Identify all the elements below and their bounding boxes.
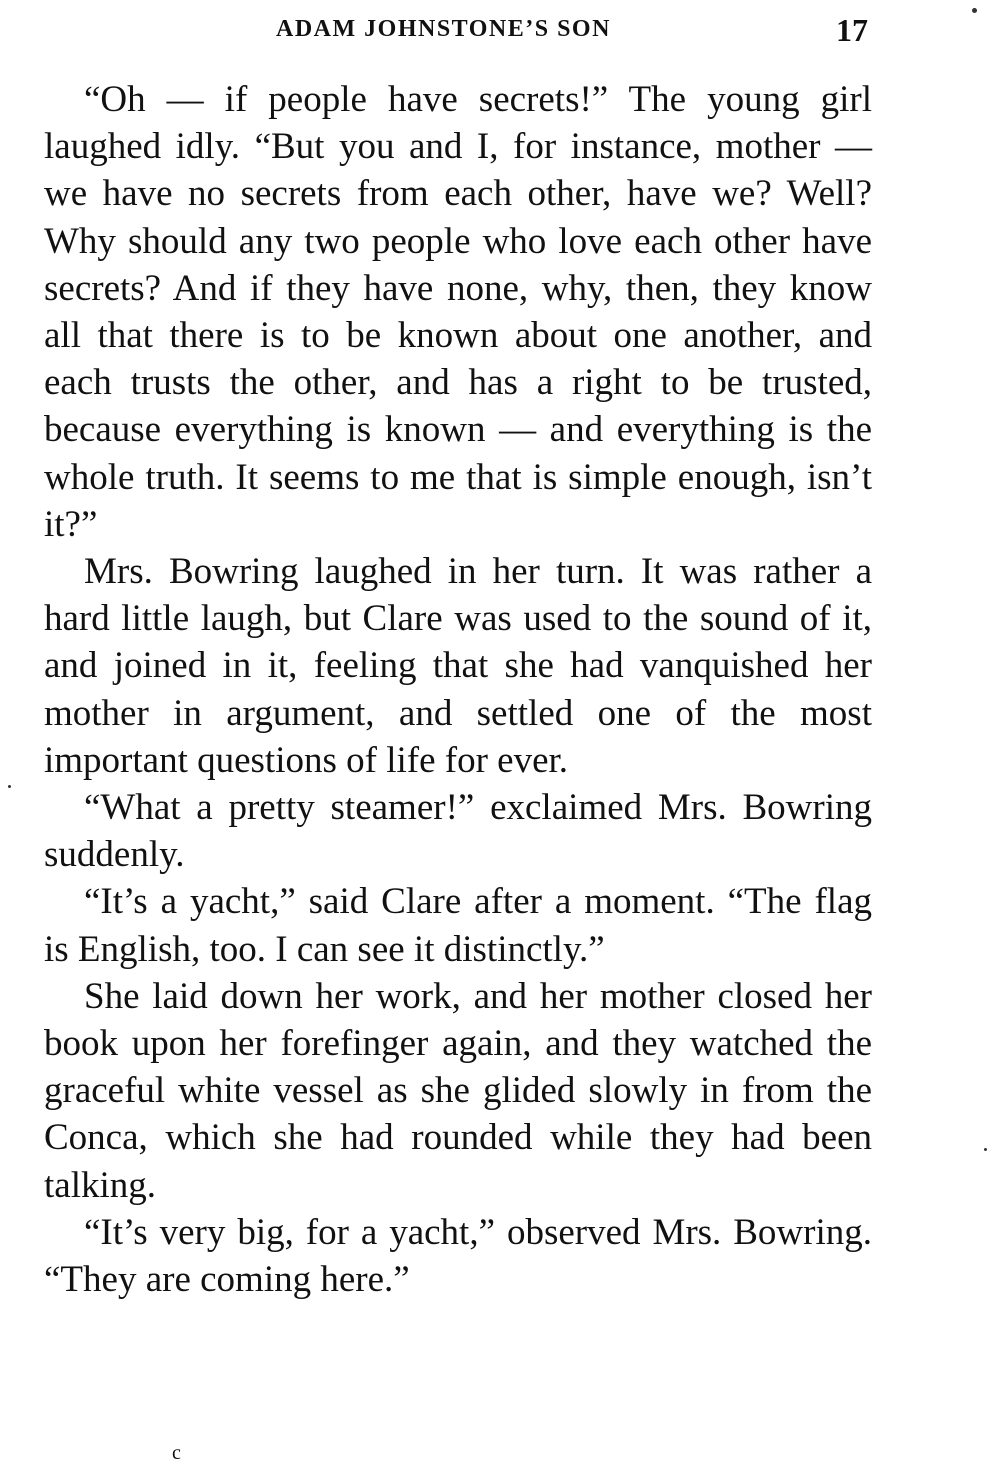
scan-speck [972,8,977,13]
paragraph: She laid down her work, and her mother closed her book upon her forefinger again, and they watched the graceful white vessel as she glided slowly in from the Conca, which she had rounded while they had been talking. [44,975,872,1206]
page-number: 17 [836,12,868,48]
signature-mark: c [172,1442,181,1464]
scan-speck [8,785,11,788]
paragraph: “It’s a yacht,” said Clare after a moment. “The flag is English, too. I can see it distinctly.” [44,881,872,970]
body-text [44,76,872,1303]
scan-speck [984,1148,987,1151]
paragraph: “What a pretty steamer!” exclaimed Mrs. Bowring suddenly. [44,787,872,876]
page-header [0,10,1000,50]
paragraph: “Oh — if people have secrets!” The young girl laughed idly. “But you and I, for instance, mother — we have no secrets from each other, have we? Well? Why should any two people who love each other have secrets? And if they have none, why, then, they know all that there is to be known about one another, and each trusts the other, and has a right to be trusted, because everything is known — and everything is the whole truth. It seems to me that is simple enough, isn’t it?” [44,79,872,545]
paragraph: “It’s very big, for a yacht,” observed Mrs. Bowring. “They are coming here.” [44,1211,872,1301]
running-head: ADAM JOHNSTONE’S SON [276,16,611,42]
paragraph: Mrs. Bowring laughed in her turn. It was rather a hard little laugh, but Clare was used to the sound of it, and joined in it, feeling that she had vanquished her mother in argument, and settled one of the most important questions of life for ever. [44,551,872,781]
